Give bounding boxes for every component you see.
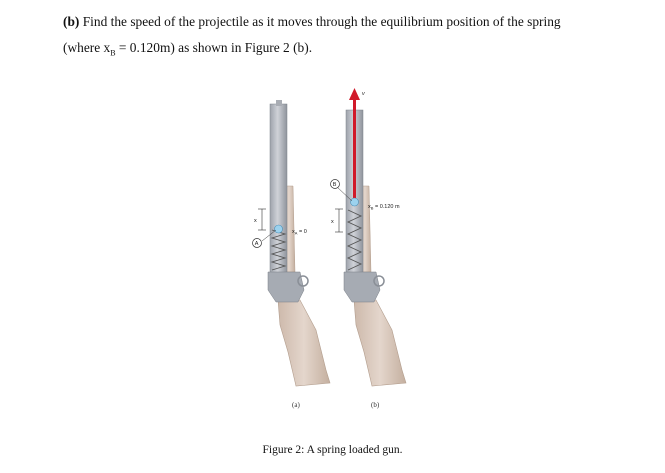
gun-a-position-label: $x_A = 0$	[292, 229, 307, 236]
gun-a-x-label: x	[254, 218, 257, 224]
point-a-label: A	[254, 241, 259, 247]
gun-a-barrel	[270, 104, 287, 274]
gun-b-x-dimension	[335, 209, 343, 232]
point-b-label: B	[332, 182, 337, 188]
gun-a-stock	[278, 300, 330, 386]
question-line-1-text: Find the speed of the projectile as it moves through the equilibrium position of the spring	[79, 14, 561, 29]
panel-b-label: (b)	[371, 401, 380, 409]
gun-b-projectile	[351, 198, 359, 206]
velocity-arrow-head	[349, 88, 360, 100]
gun-a	[253, 100, 331, 409]
panel-a-label: (a)	[292, 401, 300, 409]
gun-b-stock	[354, 300, 406, 386]
gun-b-x-label: x	[331, 219, 334, 225]
figure-caption: Figure 2: A spring loaded gun.	[262, 444, 403, 456]
gun-b-position-label: $x_B = 0.120$ m	[368, 204, 400, 211]
question-line-2-post: = 0.120m) as shown in Figure 2 (b).	[115, 40, 313, 55]
question-line-2-sub: B	[110, 48, 116, 58]
gun-b-receiver	[344, 272, 380, 302]
gun-a-receiver	[268, 272, 304, 302]
part-label: (b)	[63, 14, 80, 29]
question-line-2-pre: (where x	[63, 40, 111, 55]
gun-a-x-dimension	[258, 209, 266, 230]
gun-a-projectile	[275, 225, 283, 233]
velocity-label: v	[362, 91, 365, 97]
gun-a-muzzle	[276, 100, 282, 106]
gun-b	[331, 88, 407, 409]
